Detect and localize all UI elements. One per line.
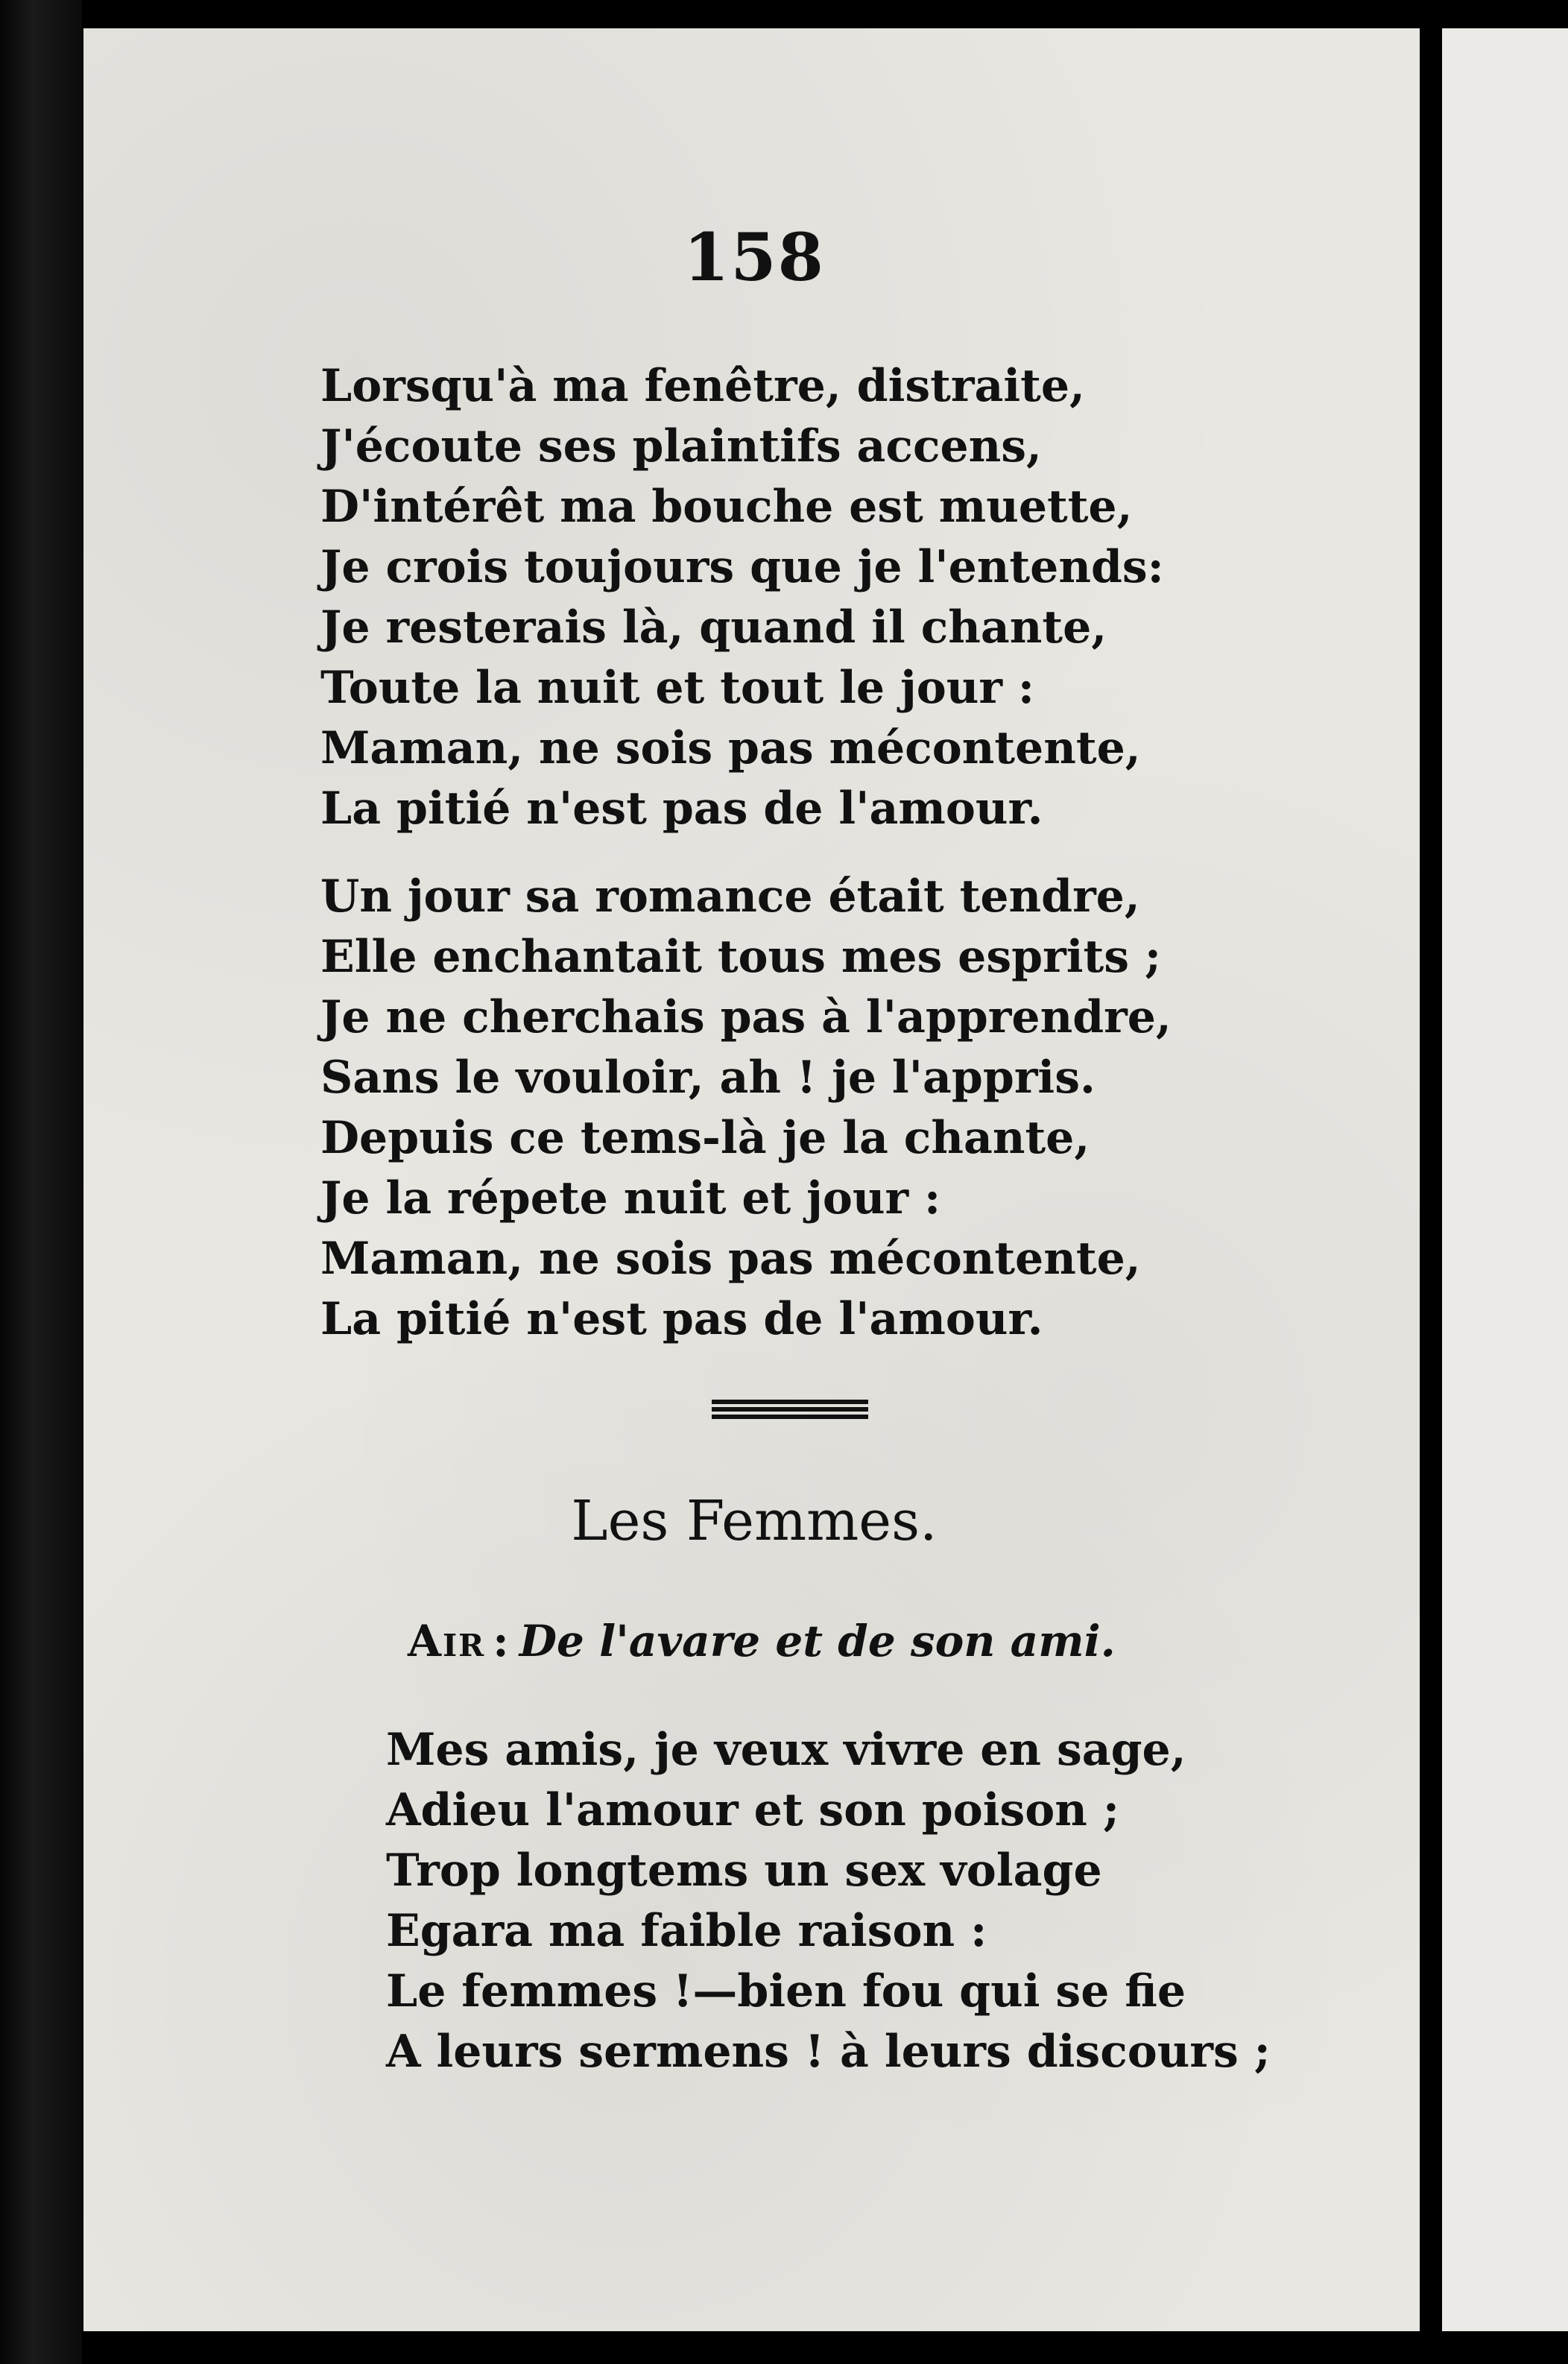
verse-line: Je la répete nuit et jour : (320, 1172, 941, 1224)
verse-line: Lorsqu'à ma fenêtre, distraite, (320, 360, 1085, 412)
verse-line: Un jour sa romance était tendre, (320, 870, 1140, 923)
verse-line: J'écoute ses plaintifs accens, (320, 420, 1042, 473)
verse-line: D'intérêt ma bouche est muette, (320, 481, 1133, 533)
book-binding (0, 0, 82, 2364)
air-separator: : (493, 1616, 509, 1666)
page-number: 158 (683, 218, 825, 296)
song-title: Les Femmes. (571, 1489, 938, 1553)
verse-line: Je crois toujours que je l'entends: (320, 541, 1164, 593)
adjacent-page-edge (1442, 28, 1568, 2331)
section-divider (712, 1400, 868, 1419)
verse-line: Le femmes !—bien fou qui se fie (386, 1965, 1186, 2017)
verse-line: Depuis ce tems-là je la chante, (320, 1112, 1090, 1164)
stanza-1 (320, 356, 1164, 839)
book-page (83, 28, 1425, 2331)
air-name: De l'avare et de son ami. (519, 1616, 1116, 1666)
verse-line: Maman, ne sois pas mécontente, (320, 722, 1141, 774)
air-label: Air (408, 1616, 486, 1666)
divider-line (712, 1415, 868, 1419)
verse-line: Je resterais là, quand il chante, (320, 601, 1107, 654)
verse-line: Je ne cherchais pas à l'apprendre, (320, 991, 1172, 1043)
verse-line: La pitié n'est pas de l'amour. (320, 1293, 1043, 1345)
verse-line: Mes amis, je veux vivre en sage, (386, 1724, 1186, 1776)
verse-line: Elle enchantait tous mes esprits ; (320, 931, 1162, 983)
stanza-3 (386, 1720, 1271, 2082)
air-line (408, 1616, 1116, 1666)
verse-line: Sans le vouloir, ah ! je l'appris. (320, 1052, 1096, 1104)
verse-line: La pitié n'est pas de l'amour. (320, 783, 1043, 835)
verse-line: Egara ma faible raison : (386, 1905, 987, 1957)
verse-line: Maman, ne sois pas mécontente, (320, 1233, 1141, 1285)
page-gutter (1420, 0, 1442, 2364)
verse-line: Toute la nuit et tout le jour : (320, 662, 1034, 714)
verse-line: A leurs sermens ! à leurs discours ; (386, 2026, 1271, 2078)
divider-line (712, 1407, 868, 1412)
verse-line: Adieu l'amour et son poison ; (386, 1784, 1119, 1836)
verse-line: Trop longtems un sex volage (386, 1845, 1102, 1897)
divider-line (712, 1400, 868, 1404)
stanza-2 (320, 867, 1172, 1350)
